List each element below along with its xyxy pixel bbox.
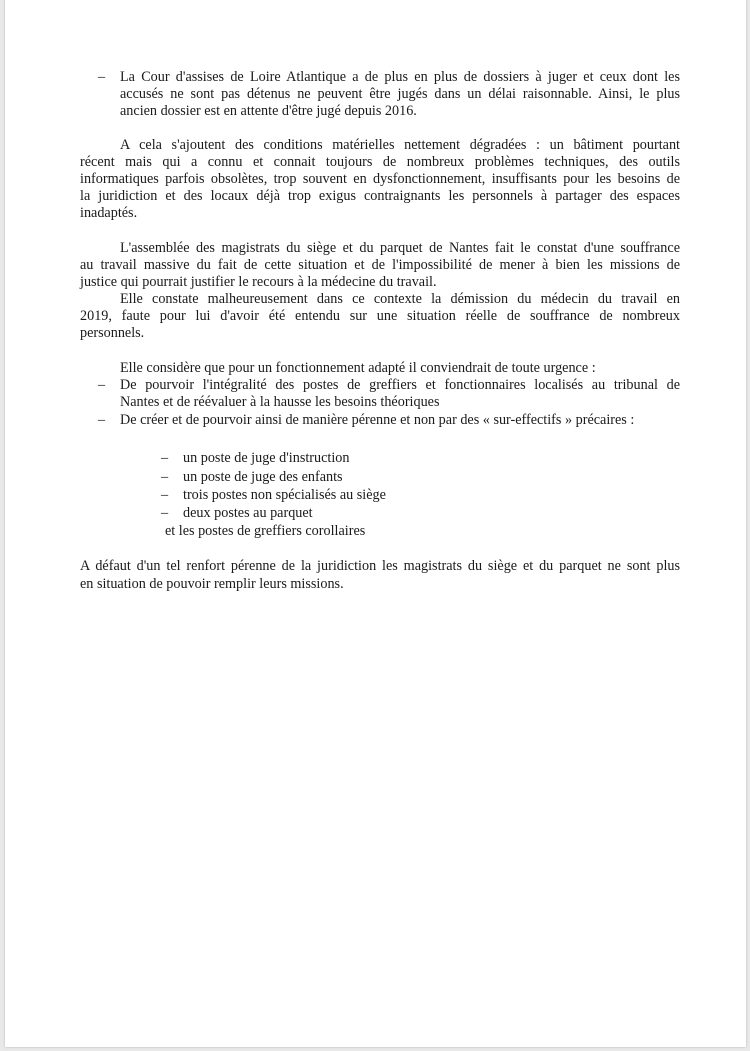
para3-line-3: justice qui pourrait justifier le recours à la médecine du travail. (80, 274, 437, 290)
list-dash: – (98, 412, 106, 428)
para1-line-2: accusés ne sont pas détenus ne peuvent être jugés dans un délai raisonnable. Ainsi, le plus (120, 86, 680, 102)
sublist-dash: – (161, 469, 169, 485)
conclusion-line-2: en situation de pouvoir remplir leurs missions. (80, 576, 344, 592)
para3-line-2: au travail massive du fait de cette situation et de l'impossibilité de mener à bien les missions de (80, 257, 680, 273)
para3-line-1: L'assemblée des magistrats du siège et du parquet de Nantes fait le constat d'une souffrance (120, 240, 680, 256)
para1-line-3: ancien dossier est en attente d'être jugé depuis 2016. (120, 103, 417, 119)
para2-line-2: récent mais qui a connu et connait toujours de nombreux problèmes techniques, des outils (80, 154, 680, 170)
list-dash: – (98, 69, 106, 85)
sublist-item: deux postes au parquet (183, 505, 313, 521)
bullet1-line-2: Nantes et de réévaluer à la hausse les besoins théoriques (120, 394, 440, 410)
para4-line-3: personnels. (80, 325, 145, 341)
sublist-item: trois postes non spécialisés au siège (183, 487, 386, 503)
para2-line-5: inadaptés. (80, 205, 138, 221)
list-dash: – (98, 377, 106, 393)
sublist-dash: – (161, 450, 169, 466)
sublist-tail: et les postes de greffiers corollaires (165, 523, 366, 539)
document-page (5, 0, 746, 1047)
sublist-dash: – (161, 487, 169, 503)
para1-line-1: La Cour d'assises de Loire Atlantique a de plus en plus de dossiers à juger et ceux dont les (120, 69, 680, 85)
conclusion-line-1: A défaut d'un tel renfort pérenne de la juridiction les magistrats du siège et du parquet ne sont plus (80, 558, 680, 574)
sublist-item: un poste de juge des enfants (183, 469, 343, 485)
para4-line-2: 2019, faute pour lui d'avoir été entendu sur une situation réelle de souffrance de nombreux (80, 308, 680, 324)
para4-line-1: Elle constate malheureusement dans ce contexte la démission du médecin du travail en (120, 291, 680, 307)
bullet2-line-1: De créer et de pourvoir ainsi de manière pérenne et non par des « sur-effectifs » précaires : (120, 412, 635, 428)
sublist-dash: – (161, 505, 169, 521)
sublist-item: un poste de juge d'instruction (183, 450, 350, 466)
para2-line-1: A cela s'ajoutent des conditions matérielles nettement dégradées : un bâtiment pourtant (120, 137, 680, 153)
bullet1-line-1: De pourvoir l'intégralité des postes de greffiers et fonctionnaires localisés au tribunal de (120, 377, 680, 393)
para2-line-4: la juridiction et des locaux déjà trop exigus contraignants les personnels à partager des espaces (80, 188, 680, 204)
para2-line-3: informatiques parfois obsolètes, trop souvent en dysfonctionnement, insuffisants pour les besoins de (80, 171, 680, 187)
para5-line-1: Elle considère que pour un fonctionnement adapté il conviendrait de toute urgence : (120, 360, 596, 376)
